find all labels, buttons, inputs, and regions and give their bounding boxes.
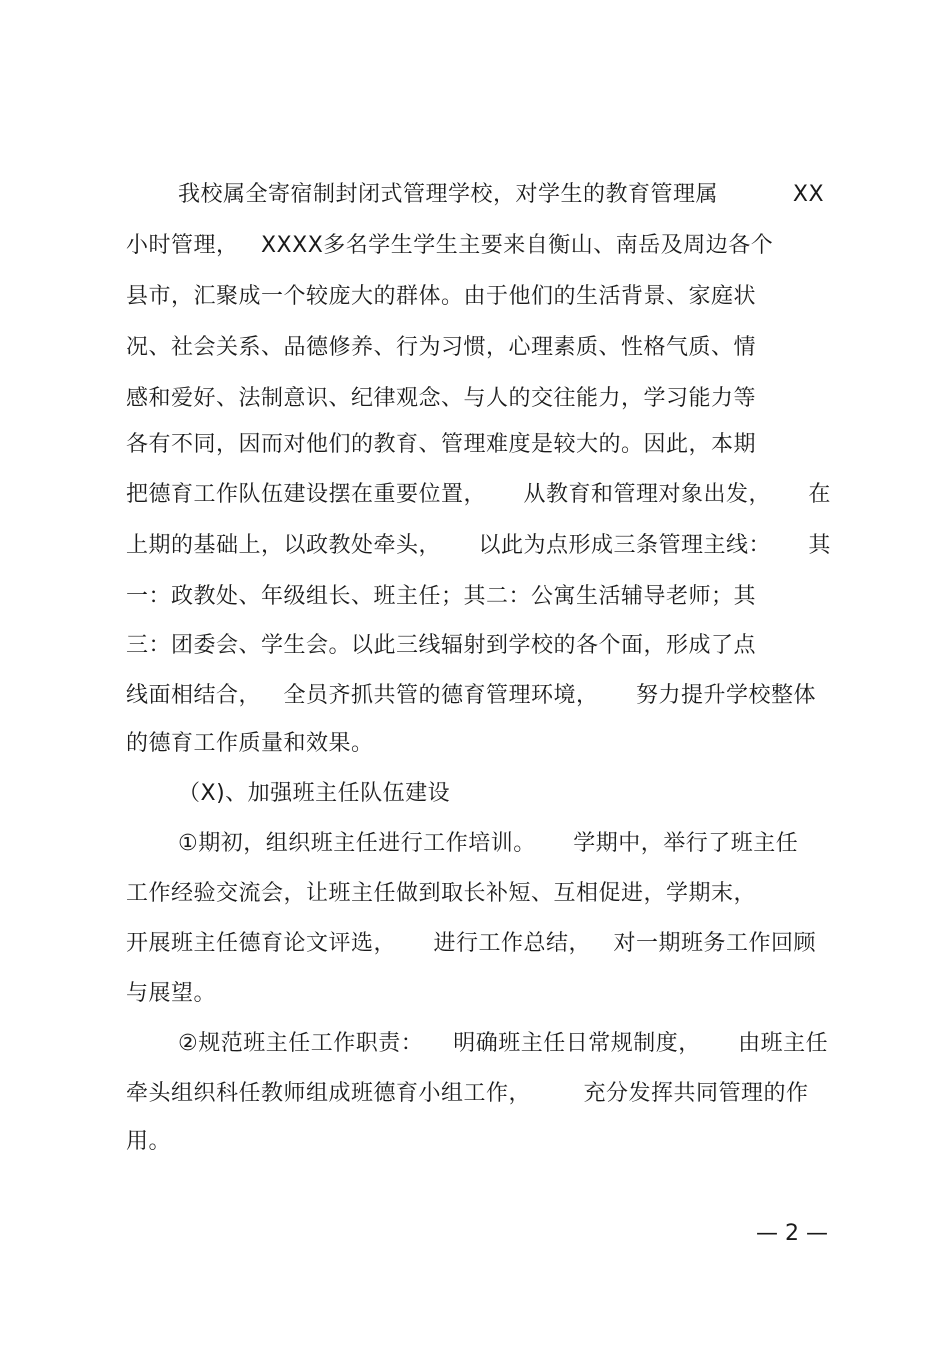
- paragraph-line: 工作经验交流会，让班主任做到取长补短、互相促进，学期末，: [126, 881, 757, 906]
- section-heading: （X)、加强班主任队伍建设: [178, 781, 451, 806]
- paragraph-line: 用。: [126, 1129, 172, 1154]
- paragraph-line: 开展班主任德育论文评选， 进行工作总结， 对一期班务工作回顾: [126, 931, 816, 956]
- paragraph-line: 我校属全寄宿制封闭式管理学校，对学生的教育管理属 XX: [178, 182, 825, 207]
- paragraph-line: 小时管理， XXXX多名学生学生主要来自衡山、南岳及周边各个: [126, 233, 774, 258]
- paragraph-line: 况、社会关系、品德修养、行为习惯，心理素质、性格气质、情: [126, 335, 757, 360]
- page-number: — 2 —: [756, 1221, 828, 1246]
- paragraph-line: 县市，汇聚成一个较庞大的群体。由于他们的生活背景、家庭状: [126, 284, 757, 309]
- paragraph-line: 线面相结合， 全员齐抓共管的德育管理环境， 努力提升学校整体: [126, 683, 816, 708]
- paragraph-line: 感和爱好、法制意识、纪律观念、与人的交往能力，学习能力等: [126, 386, 757, 411]
- paragraph-line: ②规范班主任工作职责： 明确班主任日常规制度， 由班主任: [178, 1031, 829, 1056]
- paragraph-line: 的德育工作质量和效果。: [126, 731, 374, 756]
- paragraph-line: 上期的基础上，以政教处牵头， 以此为点形成三条管理主线： 其: [126, 533, 831, 558]
- paragraph-line: 一：政教处、年级组长、班主任；其二：公寓生活辅导老师；其: [126, 584, 757, 609]
- paragraph-line: 三：团委会、学生会。以此三线辐射到学校的各个面，形成了点: [126, 633, 757, 658]
- paragraph-line: 与展望。: [126, 981, 217, 1006]
- paragraph-line: 牵头组织科任教师组成班德育小组工作， 充分发挥共同管理的作: [126, 1081, 809, 1106]
- paragraph-line: ①期初，组织班主任进行工作培训。 学期中，举行了班主任: [178, 831, 799, 856]
- paragraph-line: 各有不同，因而对他们的教育、管理难度是较大的。因此，本期: [126, 432, 757, 457]
- paragraph-line: 把德育工作队伍建设摆在重要位置， 从教育和管理对象出发， 在: [126, 482, 831, 507]
